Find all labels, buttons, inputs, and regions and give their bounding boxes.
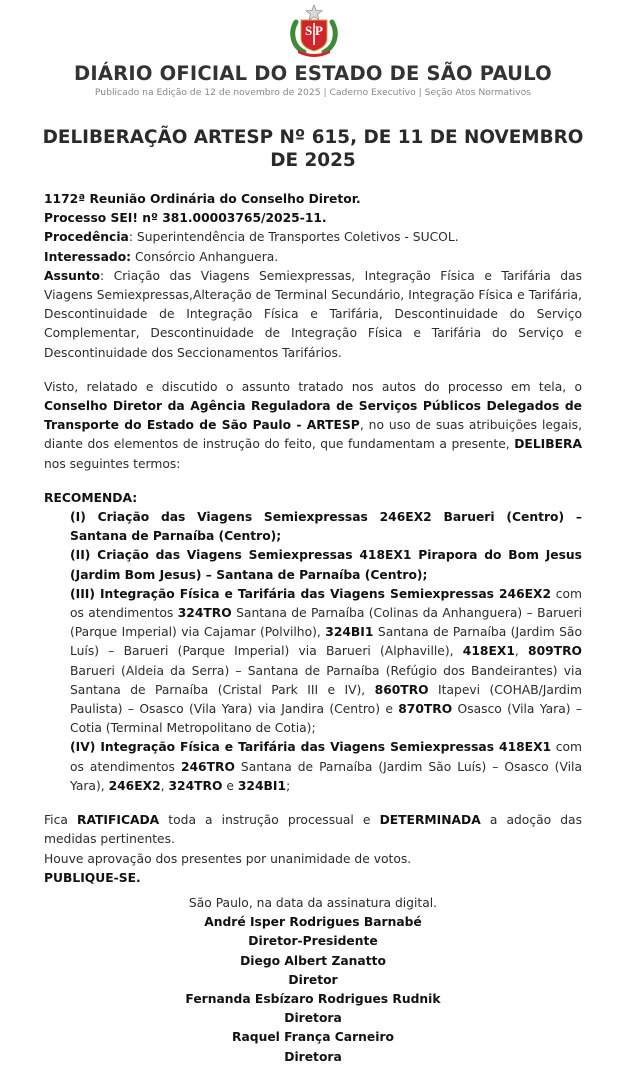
route-code: 418EX1	[462, 644, 515, 659]
item-4-text: e	[222, 778, 238, 793]
publish-line: PUBLIQUE-SE.	[44, 870, 141, 885]
interessado-line	[44, 248, 582, 267]
recommendation-item-4	[44, 738, 582, 796]
signer-role: Diretor-Presidente	[248, 934, 378, 949]
signature-block	[44, 894, 582, 1067]
recomenda-heading: RECOMENDA:	[44, 490, 138, 505]
closing-text: toda a instrução processual e	[159, 813, 380, 828]
preamble-text-3: nos seguintes termos:	[44, 456, 181, 471]
closing-text: a adoção das medidas pertinentes.	[44, 813, 582, 847]
svg-text:P: P	[315, 23, 323, 38]
process-number: Processo SEI! nº 381.00003765/2025-11.	[44, 211, 327, 226]
masthead-title: DIÁRIO OFICIAL DO ESTADO DE SÃO PAULO	[74, 62, 552, 85]
item-4-text: com os atendimentos	[70, 740, 582, 774]
item-3-text: Osasco (Vila Yara) – Cotia (Terminal Metropolitano de Cotia);	[70, 702, 582, 736]
route-code: 860TRO	[374, 682, 429, 697]
item-3-heading: (III) Integração Física e Tarifária das Viagens Semiexpressas 246EX2	[70, 586, 552, 601]
interessado-label: Interessado:	[44, 249, 132, 264]
assunto-paragraph	[44, 267, 582, 363]
determinada-keyword: DETERMINADA	[379, 813, 481, 828]
item-3-text: Santana de Parnaíba (Jardim São Luís) – Barueri (Parque Imperial) via Barueri (Alphaville),	[70, 625, 582, 659]
route-code: 246TRO	[180, 759, 235, 774]
sao-paulo-coat-of-arms-icon	[288, 4, 340, 58]
item-4-text: ;	[286, 778, 291, 793]
signer-role: Diretor	[288, 972, 338, 987]
route-code: 870TRO	[398, 702, 453, 717]
document-title: DELIBERAÇÃO ARTESP Nº 615, DE 11 DE NOVEMBRO DE 2025	[42, 127, 584, 171]
item-3-text: com os atendimentos	[70, 586, 582, 621]
place-date: São Paulo, na data da assinatura digital.	[188, 895, 438, 910]
signer-role: Diretora	[284, 1049, 342, 1064]
signer-role: Diretora	[284, 1011, 342, 1026]
ratification-paragraph	[44, 811, 582, 849]
recommendation-item-3	[44, 585, 582, 739]
procedencia-label: Procedência	[44, 230, 129, 245]
signer-name: Fernanda Esbízaro Rodrigues Rudnik	[185, 991, 441, 1006]
signer-name: Diego Albert Zanatto	[240, 953, 386, 968]
procedencia-line	[44, 228, 582, 247]
signer-name: André Isper Rodrigues Barnabé	[204, 915, 422, 930]
closing-text: Fica	[44, 813, 77, 828]
item-3-text: Itapevi (COHAB/Jardim Paulista) – Osasco (Vila Yara) via Jandira (Centro) e	[70, 682, 583, 717]
document-body	[44, 190, 582, 1067]
assunto-value: : Criação das Viagens Semiexpressas, Integração Física e Tarifária das Viagens Semiexpressas,Alteração de Terminal Secundário, Integração Física e Tarifária, Descontinuidade de Integração Física e Tarifária, Descontinuidade do Serviço Complementar, Descontinuidade de Integração Física e Tarifária do Serviço e Descontinuidade dos Seccionamentos Tarifários.	[44, 268, 582, 360]
item-4-text: Santana de Parnaíba (Jardim São Luís) – Osasco (Vila Yara),	[70, 759, 582, 793]
item-3-text: Barueri (Aldeia da Serra) – Santana de Parnaíba (Refúgio dos Bandeirantes) via Santana de Parnaíba (Cristal Park III e IV),	[70, 663, 582, 697]
preamble-text-2: , no uso de suas atribuições legais, diante dos elementos de instrução do feito, que fundamentam a presente,	[44, 418, 582, 452]
recommendation-item-2: (II) Criação das Viagens Semiexpressas 418EX1 Pirapora do Bom Jesus (Jardim Bom Jesus) – Santana de Parnaíba (Centro);	[70, 548, 582, 582]
item-4-text: ,	[160, 778, 169, 793]
approval-line: Houve aprovação dos presentes por unanimidade de votos.	[44, 851, 412, 866]
recommendation-item-1: (I) Criação das Viagens Semiexpressas 246EX2 Barueri (Centro) – Santana de Parnaíba (Centro);	[70, 510, 582, 544]
ratificada-keyword: RATIFICADA	[76, 813, 160, 828]
route-code: 324BI1	[325, 625, 374, 640]
preamble-paragraph	[44, 378, 582, 474]
route-code: 809TRO	[528, 644, 582, 659]
item-4-heading: (IV) Integração Física e Tarifária das Viagens Semiexpressas 418EX1	[70, 740, 552, 755]
signer-name: Raquel França Carneiro	[232, 1030, 394, 1045]
meeting-line: 1172ª Reunião Ordinária do Conselho Diretor.	[44, 192, 361, 206]
publication-line: Publicado na Edição de 12 de novembro de 2025 | Caderno Executivo | Seção Atos Normativos	[94, 87, 532, 98]
route-code: 246EX2	[108, 778, 161, 793]
procedencia-value: : Superintendência de Transportes Coletivos - SUCOL.	[128, 230, 459, 245]
svg-text:S: S	[305, 23, 313, 38]
assunto-label: Assunto	[44, 268, 100, 283]
route-code: 324BI1	[237, 778, 287, 793]
route-code: 324TRO	[177, 606, 232, 621]
preamble-text-1: Visto, relatado e discutido o assunto tratado nos autos do processo em tela, o	[44, 379, 582, 394]
item-3-text: Santana de Parnaíba (Colinas da Anhanguera) – Barueri (Parque Imperial) via Cajamar (Polvilho),	[70, 606, 582, 640]
interessado-value: Consórcio Anhanguera.	[131, 249, 279, 264]
route-code: 324TRO	[168, 778, 223, 793]
item-3-text: ,	[514, 644, 529, 659]
preamble-council-name: Conselho Diretor da Agência Reguladora de Serviços Públicos Delegados de Transporte do Estado de São Paulo - ARTESP	[44, 399, 582, 433]
preamble-delibera: DELIBERA	[514, 437, 582, 452]
